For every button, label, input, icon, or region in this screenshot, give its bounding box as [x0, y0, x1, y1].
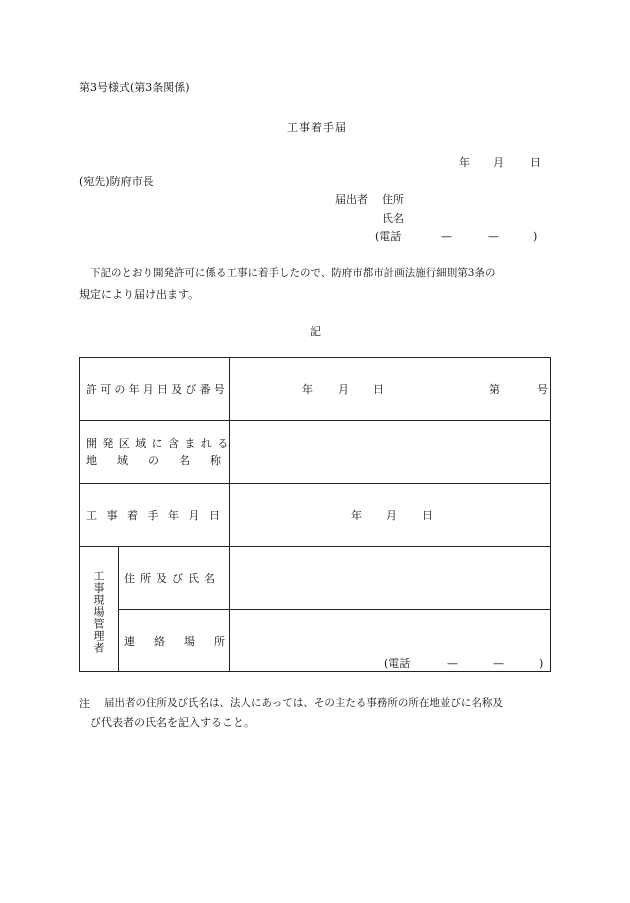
details-table: [79, 357, 551, 672]
ki-heading: 記: [310, 325, 321, 338]
form-number: 第3号様式(第3条関係): [79, 81, 190, 94]
applicant-address-label: 住所: [382, 193, 404, 206]
site-manager-phone-dash-1: —: [447, 657, 458, 670]
body-line-2: 規定により届け出ます。: [79, 288, 200, 301]
note-line-2: び代表者の氏名を記入すること。: [90, 716, 255, 729]
note-line-1: 届出者の住所及び氏名は、法人にあっては、その主たる事務所の所在地並びに名称及: [104, 697, 503, 709]
site-manager-phone-open: (電話: [384, 657, 411, 670]
site-manager-label: 工事現場管理者: [92, 570, 105, 654]
site-manager-phone-dash-2: —: [493, 657, 504, 670]
site-manager-address-name-label: 住所及び氏名: [124, 572, 220, 585]
row3-year: 年: [351, 509, 362, 522]
addressee: (宛先)防府市長: [79, 175, 154, 188]
site-manager-contact-label: 連絡場所: [124, 635, 244, 648]
row1-month: 月: [338, 383, 349, 396]
row3-day: 日: [422, 509, 433, 522]
applicant-phone-dash-2: —: [488, 230, 499, 243]
row-divider-3: [80, 546, 550, 547]
row3-label: 工事着手年月日: [86, 509, 230, 522]
date-year-label: 年: [459, 156, 470, 169]
body-line-1: 下記のとおり開発許可に係る工事に着手したので、防府市都市計画法施行細則第3条の: [90, 267, 496, 279]
row1-day: 日: [373, 383, 384, 396]
row-divider-2: [80, 483, 550, 484]
row2-label-line-2: 地域の名称: [86, 454, 241, 467]
row1-year: 年: [302, 383, 313, 396]
row3-month: 月: [386, 509, 397, 522]
site-manager-phone-close: ): [539, 657, 544, 670]
applicant-label: 届出者: [335, 193, 368, 206]
applicant-phone-open: (電話: [375, 230, 402, 243]
applicant-phone-close: ): [533, 230, 538, 243]
date-day-label: 日: [530, 156, 541, 169]
row2-label-line-1: 開発区域に含まれる: [86, 437, 234, 450]
row1-label: 許可の年月日及び番号: [86, 383, 228, 396]
row1-go: 号: [537, 383, 548, 396]
applicant-phone-dash-1: —: [441, 230, 452, 243]
column-divider-sub: [118, 546, 119, 671]
note-prefix: 注: [79, 697, 90, 710]
form-title: 工事着手届: [287, 121, 347, 134]
row-divider-1: [80, 420, 550, 421]
row1-dai: 第: [489, 383, 500, 396]
date-month-label: 月: [493, 156, 504, 169]
applicant-name-label: 氏名: [382, 212, 404, 225]
row-divider-4: [118, 609, 550, 610]
